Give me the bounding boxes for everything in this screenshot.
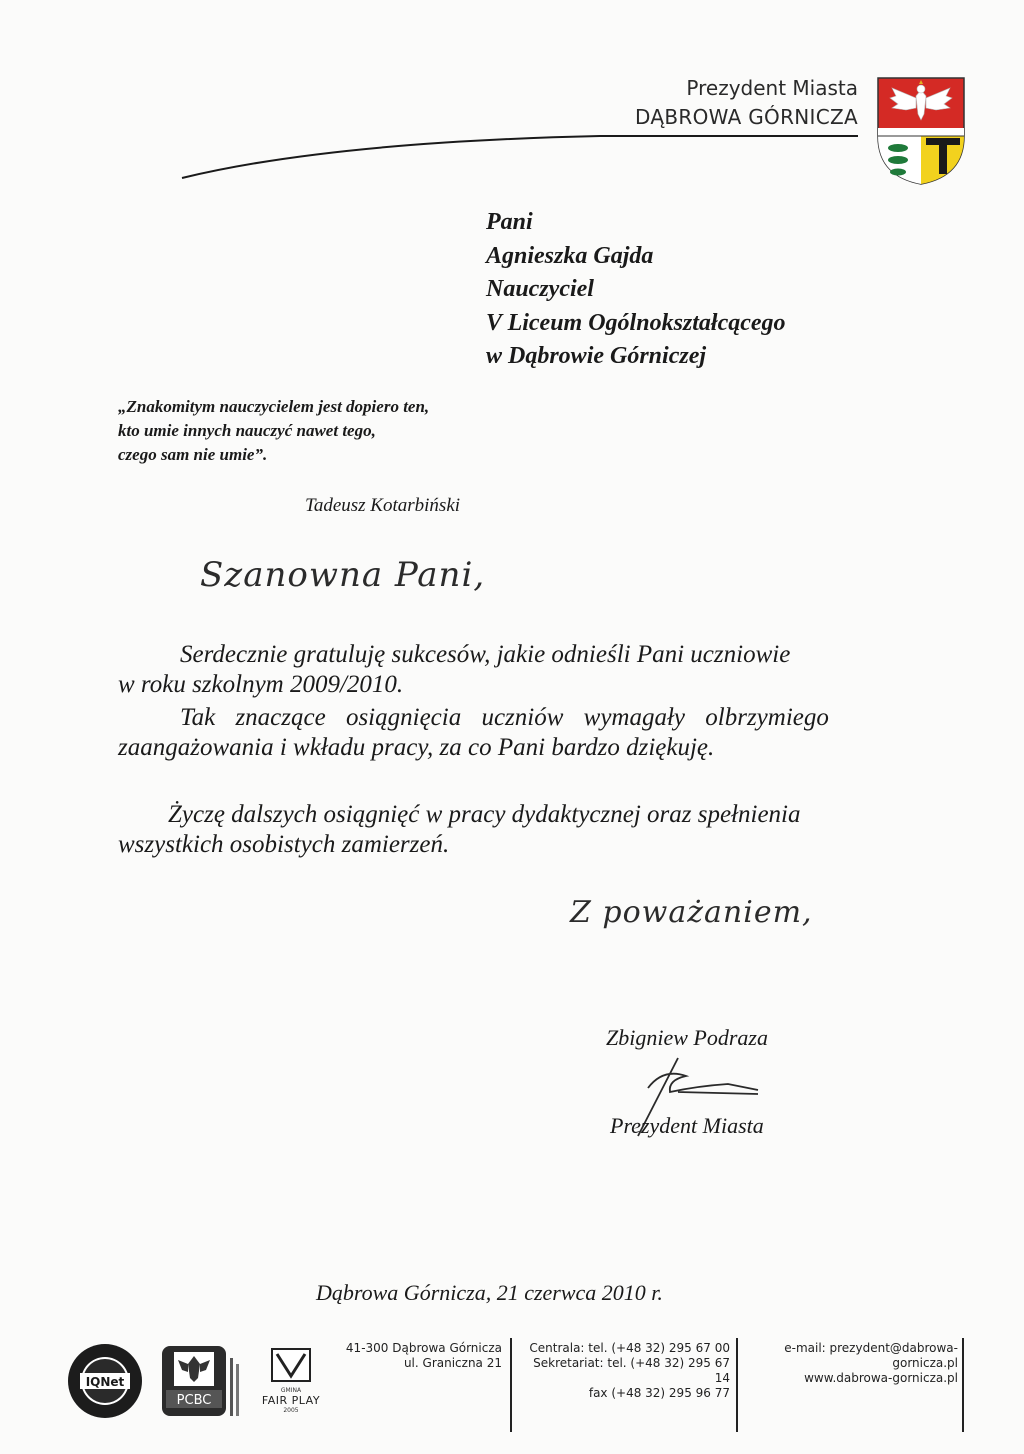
- place-date: Dąbrowa Górnicza, 21 czerwca 2010 r.: [316, 1280, 663, 1305]
- pcbc-logo-icon: [160, 1344, 242, 1420]
- fair-play-year: 2005: [283, 1407, 299, 1414]
- pcbc-label: PCBC: [176, 1393, 212, 1408]
- body-paragraph-1: [118, 640, 904, 700]
- footer-address-line: 41-300 Dąbrowa Górnicza: [345, 1341, 502, 1355]
- addressee-line: Agnieszka Gajda: [486, 242, 654, 269]
- footer-phone-line: fax (+48 32) 295 96 77: [588, 1386, 730, 1400]
- addressee-line: Pani: [486, 209, 533, 235]
- footer-contact: [742, 1341, 958, 1386]
- fair-play-gmina: GMINA: [280, 1387, 302, 1394]
- footer-divider: [962, 1338, 964, 1432]
- fair-play-check-icon: [271, 1348, 311, 1382]
- footer-divider: [736, 1338, 738, 1432]
- header-title-line1: Prezydent Miasta: [686, 76, 858, 100]
- fair-play-logo: [258, 1348, 324, 1418]
- body-line: Życzę dalszych osiągnięć w pracy dydaktycznej oraz spełnienia: [168, 801, 801, 828]
- header-title-line2: DĄBROWA GÓRNICZA: [635, 105, 858, 129]
- body-line: Tak znaczące osiągnięcia uczniów wymagały olbrzymiego: [180, 704, 829, 731]
- quote-line: „Znakomitym nauczycielem jest dopiero ten,: [118, 397, 430, 416]
- footer-phone-line: Centrala: tel. (+48 32) 295 67 00: [529, 1341, 730, 1355]
- footer-address: [328, 1341, 502, 1371]
- addressee-line: Nauczyciel: [486, 276, 594, 302]
- body-paragraph-2: [118, 703, 904, 763]
- footer-email[interactable]: e-mail: prezydent@dabrowa-gornicza.pl: [784, 1341, 958, 1370]
- body-paragraph-3: [118, 800, 904, 860]
- addressee-line: w Dąbrowie Górniczej: [486, 343, 707, 369]
- signer-role: Prezydent Miasta: [610, 1113, 764, 1138]
- fair-play-label: FAIR PLAY: [261, 1394, 321, 1407]
- body-line: wszystkich osobistych zamierzeń.: [118, 831, 450, 858]
- body-line: zaangażowania i wkładu pracy, za co Pani bardzo dziękuję.: [118, 734, 715, 761]
- body-line: Serdecznie gratuluję sukcesów, jakie odnieśli Pani uczniowie: [180, 641, 791, 668]
- quote-author: Tadeusz Kotarbiński: [305, 495, 461, 516]
- closing-handwritten: Z poważaniem,: [570, 895, 813, 930]
- salutation-handwritten: Szanowna Pani,: [200, 555, 486, 595]
- footer-website[interactable]: www.dabrowa-gornicza.pl: [804, 1371, 958, 1385]
- coat-of-arms-icon: [876, 76, 966, 186]
- signer-name: Zbigniew Podraza: [606, 1025, 768, 1050]
- quote-line: czego sam nie umie”.: [118, 445, 268, 464]
- footer-phones: [516, 1341, 730, 1401]
- header-rule: [180, 124, 860, 184]
- addressee-line: V Liceum Ogólnokształcącego: [486, 309, 786, 336]
- addressee-block: [486, 206, 786, 374]
- footer-address-line: ul. Graniczna 21: [403, 1356, 502, 1370]
- footer-phone-line: Sekretariat: tel. (+48 32) 295 67 14: [533, 1356, 730, 1385]
- motto-quote: [118, 395, 429, 467]
- body-line: w roku szkolnym 2009/2010.: [118, 671, 404, 698]
- footer-divider: [510, 1338, 512, 1432]
- quote-line: kto umie innych nauczyć nawet tego,: [118, 421, 376, 440]
- iqnet-certified-logo-icon: [66, 1342, 144, 1420]
- iqnet-label: IQNet: [85, 1375, 125, 1389]
